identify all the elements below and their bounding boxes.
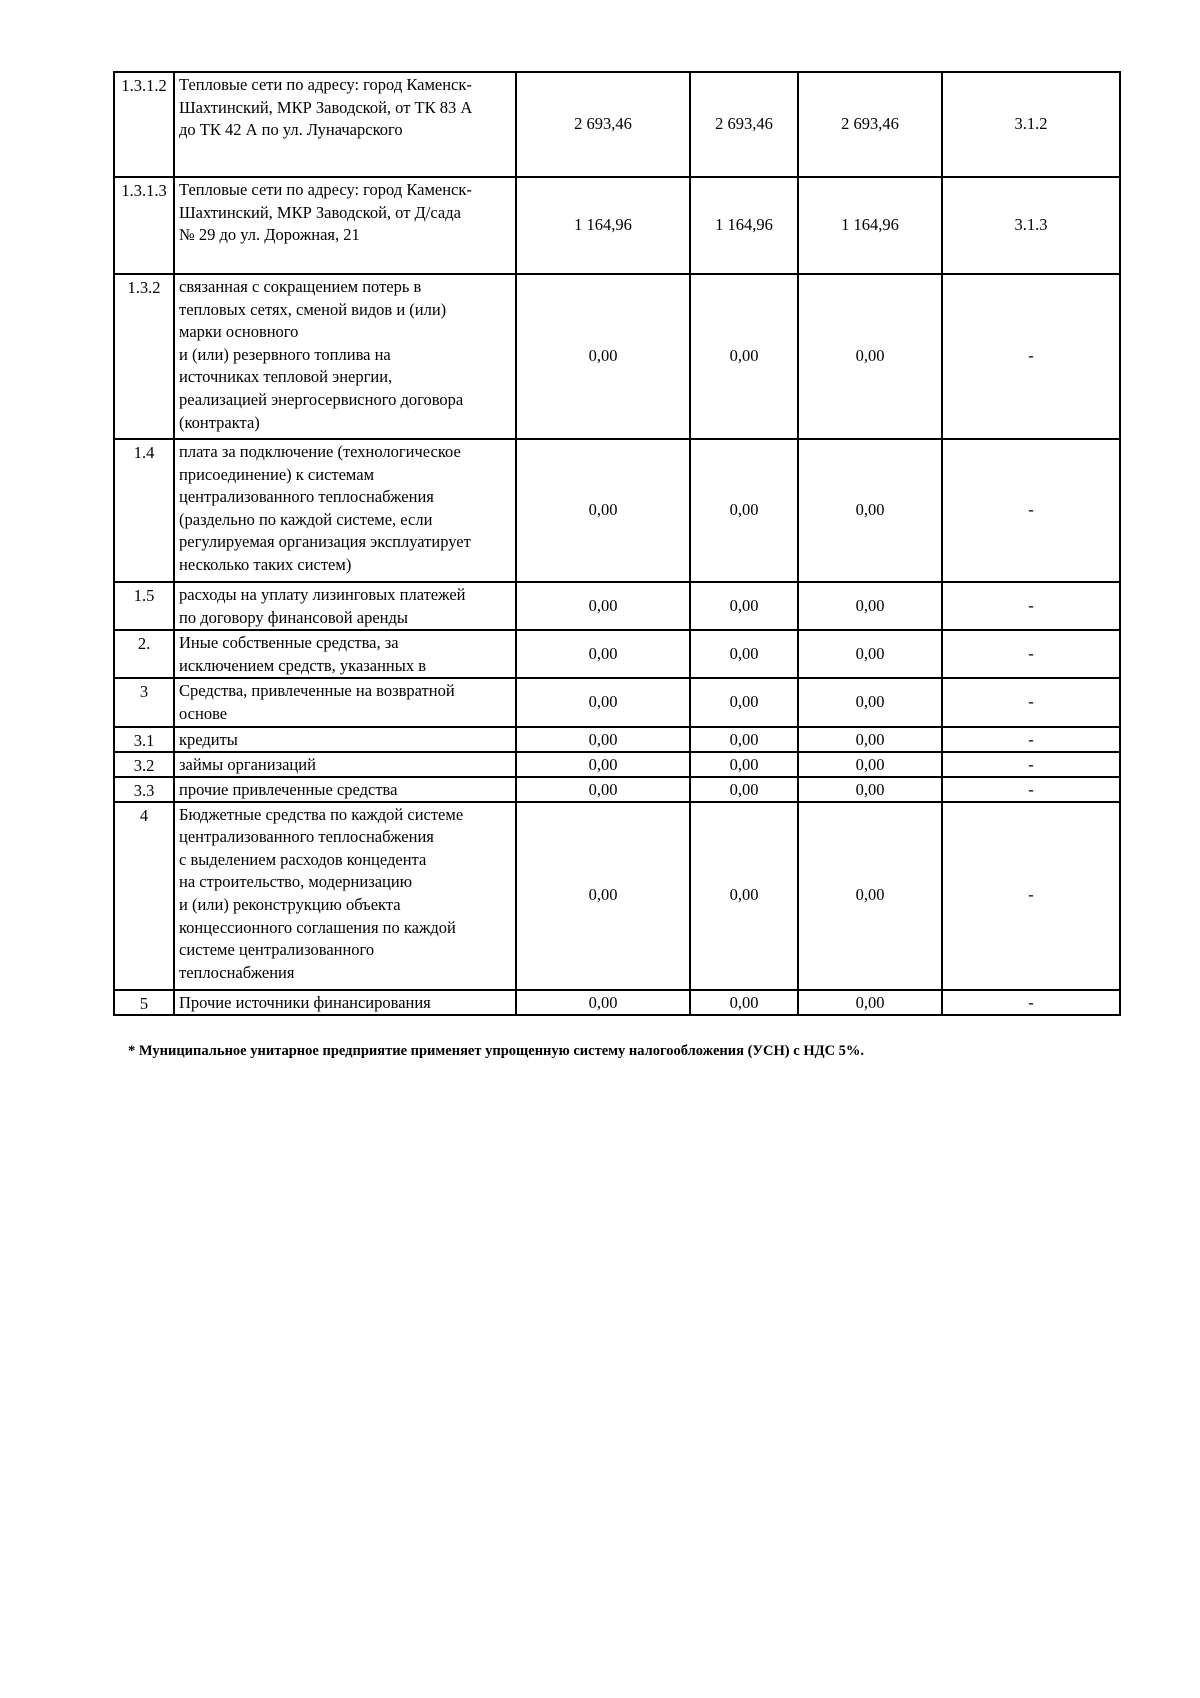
reference-cell: - — [942, 439, 1120, 582]
value-cell: 0,00 — [516, 274, 690, 439]
value-cell: 0,00 — [798, 582, 942, 630]
value-cell: 0,00 — [690, 990, 798, 1015]
value-cell: 2 693,46 — [798, 72, 942, 177]
reference-cell: - — [942, 990, 1120, 1015]
value-cell: 0,00 — [516, 582, 690, 630]
table-row — [114, 274, 1120, 439]
value-cell: 0,00 — [798, 439, 942, 582]
value-cell: 0,00 — [516, 630, 690, 678]
value-cell: 0,00 — [516, 777, 690, 802]
row-description: расходы на уплату лизинговых платежей по договору финансовой аренды — [174, 582, 516, 630]
row-number: 5 — [114, 990, 174, 1015]
row-number: 3.2 — [114, 752, 174, 777]
value-cell: 0,00 — [516, 990, 690, 1015]
value-cell: 0,00 — [798, 678, 942, 726]
value-cell: 0,00 — [516, 752, 690, 777]
reference-cell: - — [942, 274, 1120, 439]
row-description: связанная с сокращением потерь в тепловых сетях, сменой видов и (или) марки основного и (или) резервного топлива на источниках тепловой энергии, реализацией энергосервисного договора (контракта) — [174, 274, 516, 439]
value-cell: 0,00 — [516, 727, 690, 752]
row-description: Тепловые сети по адресу: город Каменск- Шахтинский, МКР Заводской, от Д/сада № 29 до ул. Дорожная, 21 — [174, 177, 516, 274]
row-description: Тепловые сети по адресу: город Каменск- Шахтинский, МКР Заводской, от ТК 83 А до ТК 42 А по ул. Луначарского — [174, 72, 516, 177]
table-row — [114, 678, 1120, 726]
value-cell: 0,00 — [798, 630, 942, 678]
row-description: Иные собственные средства, за исключением средств, указанных в — [174, 630, 516, 678]
row-description: займы организаций — [174, 752, 516, 777]
row-number: 3.1 — [114, 727, 174, 752]
tax-footnote: * Муниципальное унитарное предприятие применяет упрощенную систему налогообложения (УСН) с НДС 5%. — [128, 1043, 865, 1059]
value-cell: 2 693,46 — [516, 72, 690, 177]
reference-cell: - — [942, 727, 1120, 752]
row-description: плата за подключение (технологическое присоединение) к системам централизованного теплоснабжения (раздельно по каждой системе, если регулируемая организация эксплуатирует несколько таких систем) — [174, 439, 516, 582]
row-description: Прочие источники финансирования — [174, 990, 516, 1015]
reference-cell: 3.1.2 — [942, 72, 1120, 177]
row-description: кредиты — [174, 727, 516, 752]
value-cell: 0,00 — [516, 802, 690, 990]
value-cell: 0,00 — [798, 752, 942, 777]
value-cell: 0,00 — [690, 274, 798, 439]
value-cell: 0,00 — [690, 439, 798, 582]
value-cell: 1 164,96 — [690, 177, 798, 274]
row-description: Средства, привлеченные на возвратной основе — [174, 678, 516, 726]
value-cell: 0,00 — [690, 752, 798, 777]
row-number: 1.5 — [114, 582, 174, 630]
value-cell: 0,00 — [690, 777, 798, 802]
row-number: 3 — [114, 678, 174, 726]
table-row — [114, 777, 1120, 802]
value-cell: 0,00 — [798, 727, 942, 752]
row-description: Бюджетные средства по каждой системе централизованного теплоснабжения с выделением расходов концедента на строительство, модернизацию и (или) реконструкцию объекта концессионного соглашения по каждой системе централизованного теплоснабжения — [174, 802, 516, 990]
financing-sources-table — [113, 71, 1121, 1016]
table-row — [114, 72, 1120, 177]
value-cell: 0,00 — [690, 678, 798, 726]
table-row — [114, 990, 1120, 1015]
value-cell: 0,00 — [690, 630, 798, 678]
value-cell: 1 164,96 — [516, 177, 690, 274]
table-row — [114, 630, 1120, 678]
row-number: 4 — [114, 802, 174, 990]
reference-cell: - — [942, 802, 1120, 990]
value-cell: 0,00 — [798, 802, 942, 990]
table-row — [114, 727, 1120, 752]
row-number: 1.3.1.3 — [114, 177, 174, 274]
reference-cell: - — [942, 678, 1120, 726]
value-cell: 0,00 — [798, 990, 942, 1015]
value-cell: 0,00 — [798, 274, 942, 439]
reference-cell: - — [942, 777, 1120, 802]
value-cell: 0,00 — [516, 439, 690, 582]
row-number: 1.3.1.2 — [114, 72, 174, 177]
row-number: 2. — [114, 630, 174, 678]
table-row — [114, 439, 1120, 582]
value-cell: 0,00 — [690, 802, 798, 990]
row-description: прочие привлеченные средства — [174, 777, 516, 802]
row-number: 1.4 — [114, 439, 174, 582]
reference-cell: - — [942, 630, 1120, 678]
value-cell: 1 164,96 — [798, 177, 942, 274]
table-row — [114, 582, 1120, 630]
value-cell: 2 693,46 — [690, 72, 798, 177]
reference-cell: 3.1.3 — [942, 177, 1120, 274]
row-number: 1.3.2 — [114, 274, 174, 439]
row-number: 3.3 — [114, 777, 174, 802]
value-cell: 0,00 — [690, 727, 798, 752]
reference-cell: - — [942, 582, 1120, 630]
value-cell: 0,00 — [516, 678, 690, 726]
table-row — [114, 752, 1120, 777]
value-cell: 0,00 — [798, 777, 942, 802]
table-row — [114, 802, 1120, 990]
reference-cell: - — [942, 752, 1120, 777]
table-row — [114, 177, 1120, 274]
value-cell: 0,00 — [690, 582, 798, 630]
